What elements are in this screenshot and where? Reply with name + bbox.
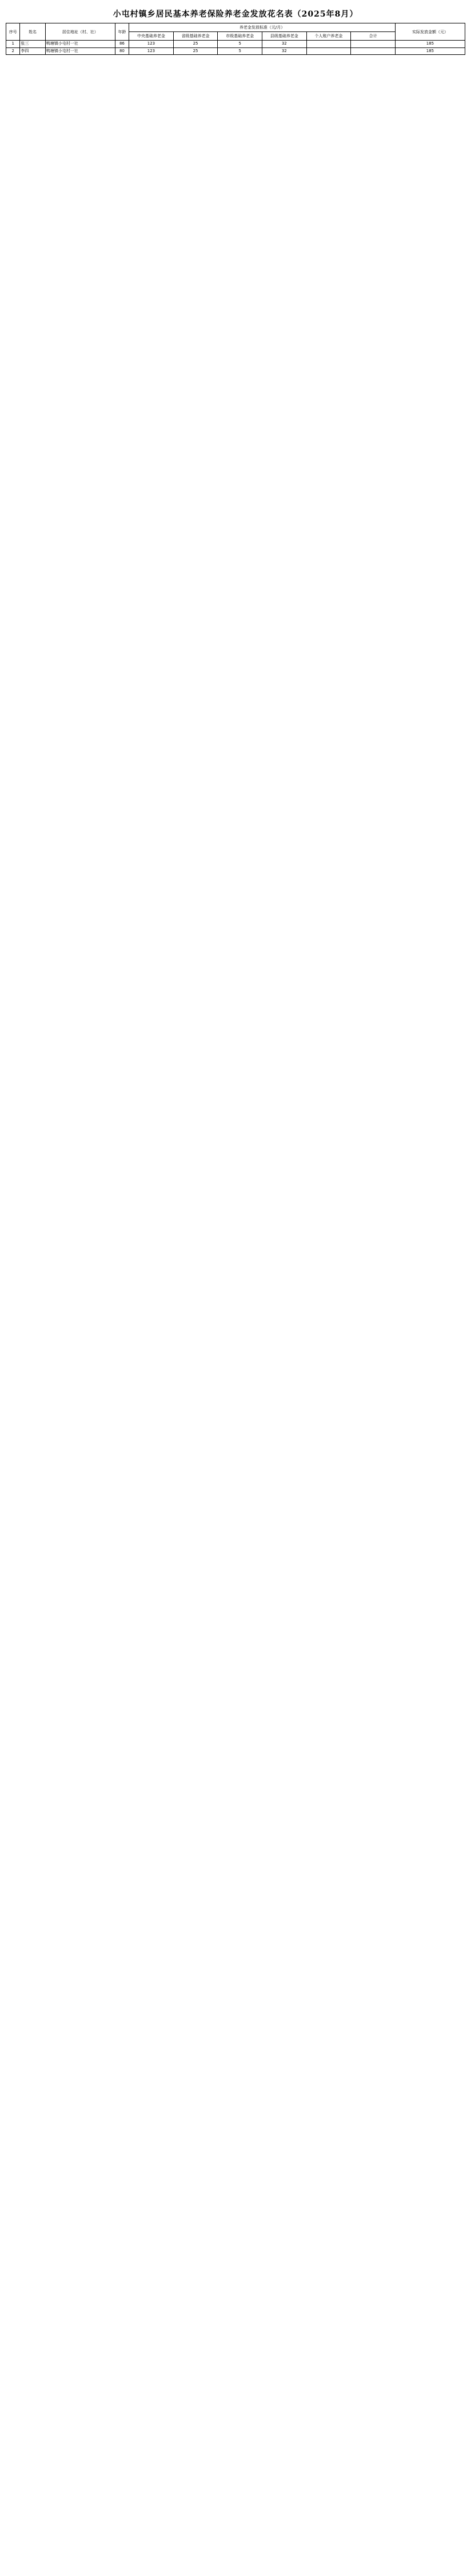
- table-row: [6, 47, 465, 55]
- header-payment: 实际发放金额（元）: [395, 23, 465, 41]
- cell-total: [351, 41, 396, 48]
- cell-total: [351, 47, 396, 55]
- cell-address: 鸭塘镇小屯村一社: [45, 47, 115, 55]
- header-county: 县级基础养老金: [262, 32, 307, 41]
- roster-body: [6, 41, 465, 55]
- cell-provincial: 25: [173, 41, 218, 48]
- cell-seq: 1: [6, 41, 20, 48]
- cell-name: 张三: [20, 41, 45, 48]
- cell-account: [306, 47, 351, 55]
- cell-central: 123: [129, 41, 174, 48]
- header-name: 姓名: [20, 23, 45, 41]
- cell-provincial: 25: [173, 47, 218, 55]
- cell-payment: 185: [395, 41, 465, 48]
- cell-county: 32: [262, 47, 307, 55]
- cell-seq: 2: [6, 47, 20, 55]
- cell-address: 鸭塘镇小屯村一社: [45, 41, 115, 48]
- cell-city: 5: [218, 41, 262, 48]
- pension-roster-table: [6, 23, 465, 55]
- cell-central: 123: [129, 47, 174, 55]
- header-central: 中央基础养老金: [129, 32, 174, 41]
- header-seq: 序号: [6, 23, 20, 41]
- header-city: 市级基础养老金: [218, 32, 262, 41]
- cell-account: [306, 41, 351, 48]
- table-row: [6, 41, 465, 48]
- document-title: 小屯村镇乡居民基本养老保险养老金发放花名表（2025年8月）: [113, 10, 358, 19]
- header-amount-group: 养老金发放标准（元/月）: [129, 23, 396, 32]
- cell-age: 80: [115, 47, 129, 55]
- cell-payment: 185: [395, 47, 465, 55]
- cell-city: 5: [218, 47, 262, 55]
- cell-age: 86: [115, 41, 129, 48]
- header-provincial: 省级基础养老金: [173, 32, 218, 41]
- header-account: 个人账户养老金: [306, 32, 351, 41]
- cell-county: 32: [262, 41, 307, 48]
- header-total: 合计: [351, 32, 396, 41]
- roster-sheet: [6, 0, 465, 55]
- header-age: 年龄: [115, 23, 129, 41]
- header-address: 居住地址（村、社）: [45, 23, 115, 41]
- cell-name: 李四: [20, 47, 45, 55]
